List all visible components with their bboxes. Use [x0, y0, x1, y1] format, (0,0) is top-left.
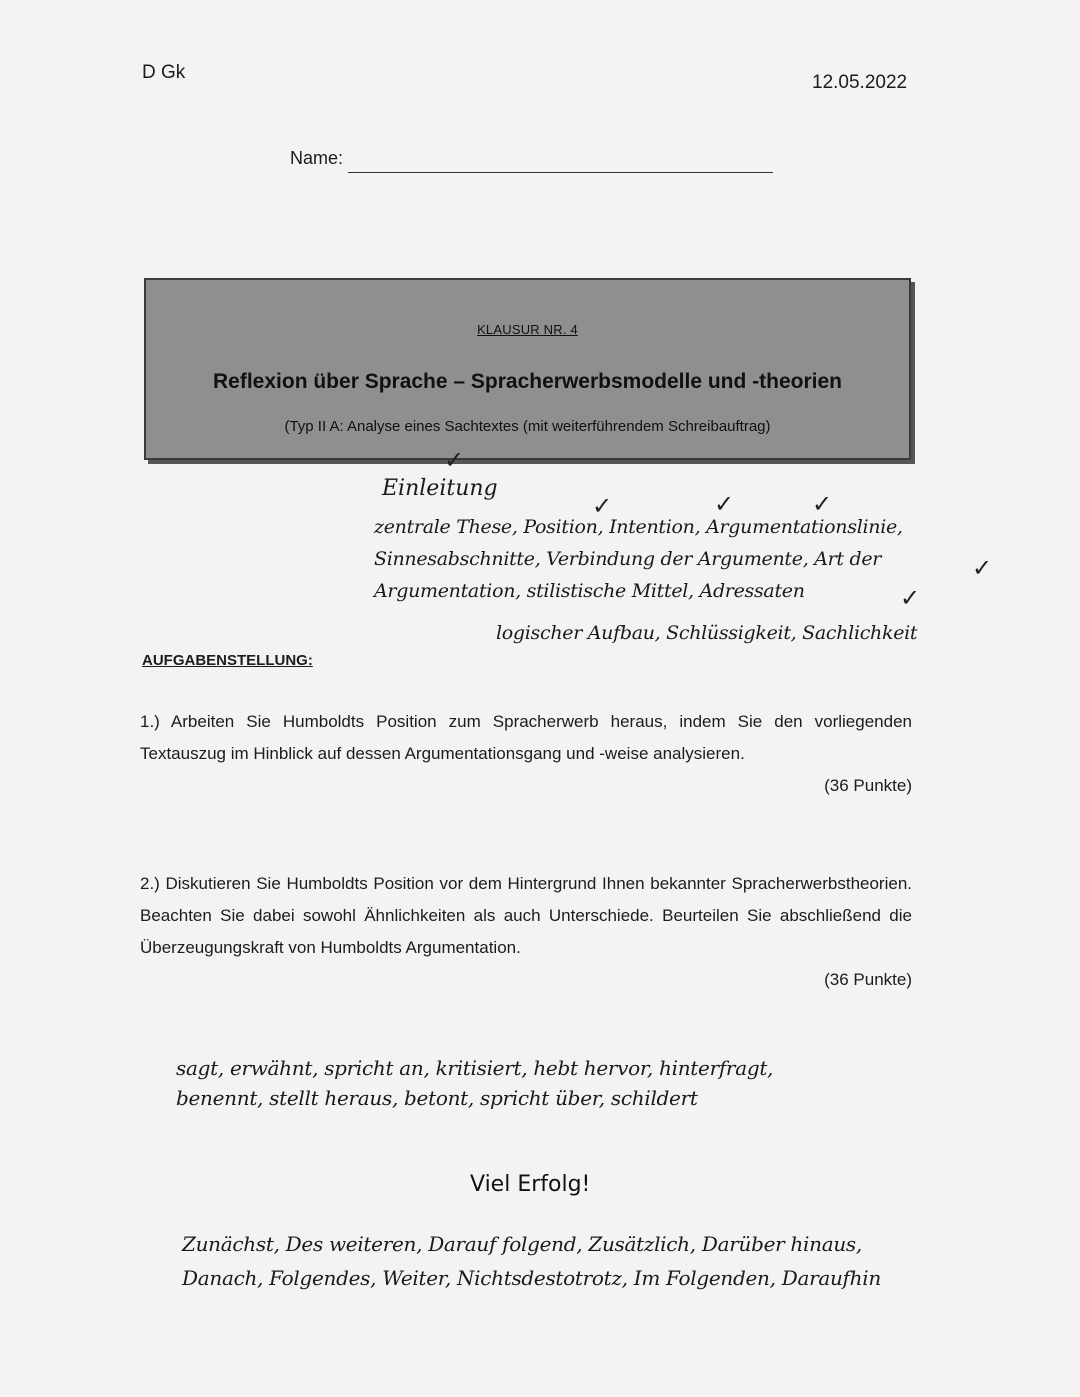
task-2-text: 2.) Diskutieren Sie Humboldts Position vor dem Hintergrund Ihnen bekannter Spracherwerbstheorien. Beachten Sie dabei sowohl Ähnlichkeiten als auch Unterschiede. Beurteilen Sie abschließend die Überzeugungskraft von Humboldts Argumentation. [140, 874, 912, 957]
note-line-1: zentrale These, Position, Intention, Argumentationslinie, [374, 516, 903, 538]
note-line-2: Sinnesabschnitte, Verbindung der Argumente, Art der [374, 548, 882, 570]
note-connectors-line-2: Danach, Folgendes, Weiter, Nichtsdestotrotz, Im Folgenden, Daraufhin [182, 1266, 881, 1290]
task-2-points: (36 Punkte) [824, 970, 912, 989]
closing-text: Viel Erfolg! [470, 1172, 591, 1197]
exam-subtitle: (Typ II A: Analyse eines Sachtextes (mit weiterführendem Schreibauftrag) [284, 418, 771, 435]
checkmark-icon: ✓ [592, 492, 613, 520]
task-2 [140, 868, 912, 989]
checkmark-icon: ✓ [900, 584, 921, 612]
checkmark-icon: ✓ [444, 446, 465, 474]
note-verbs-line-1: sagt, erwähnt, spricht an, kritisiert, hebt hervor, hinterfragt, [176, 1056, 774, 1080]
checkmark-icon: ✓ [714, 490, 735, 518]
checkmark-icon: ✓ [972, 554, 993, 582]
note-einleitung: Einleitung [382, 476, 498, 501]
task-1 [140, 706, 912, 795]
title-box [144, 278, 911, 460]
exam-title: Reflexion über Sprache – Spracherwerbsmodelle und -theorien [213, 370, 842, 393]
note-line-4: logischer Aufbau, Schlüssigkeit, Sachlichkeit [496, 622, 918, 644]
course-label: D Gk [142, 62, 186, 83]
tasks-heading: AUFGABENSTELLUNG: [142, 652, 313, 669]
note-verbs-line-2: benennt, stellt heraus, betont, spricht über, schildert [176, 1086, 698, 1110]
task-1-text: 1.) Arbeiten Sie Humboldts Position zum Spracherwerb heraus, indem Sie den vorliegenden Textauszug im Hinblick auf dessen Argumentationsgang und -weise analysieren. [140, 712, 912, 763]
note-line-3: Argumentation, stilistische Mittel, Adressaten [374, 580, 805, 602]
note-connectors-line-1: Zunächst, Des weiteren, Darauf folgend, Zusätzlich, Darüber hinaus, [182, 1232, 862, 1256]
exam-number: KLAUSUR NR. 4 [477, 322, 578, 337]
checkmark-icon: ✓ [812, 490, 833, 518]
task-1-points: (36 Punkte) [824, 776, 912, 795]
name-line [348, 172, 773, 173]
exam-date: 12.05.2022 [812, 72, 908, 93]
name-label: Name: [290, 148, 344, 168]
